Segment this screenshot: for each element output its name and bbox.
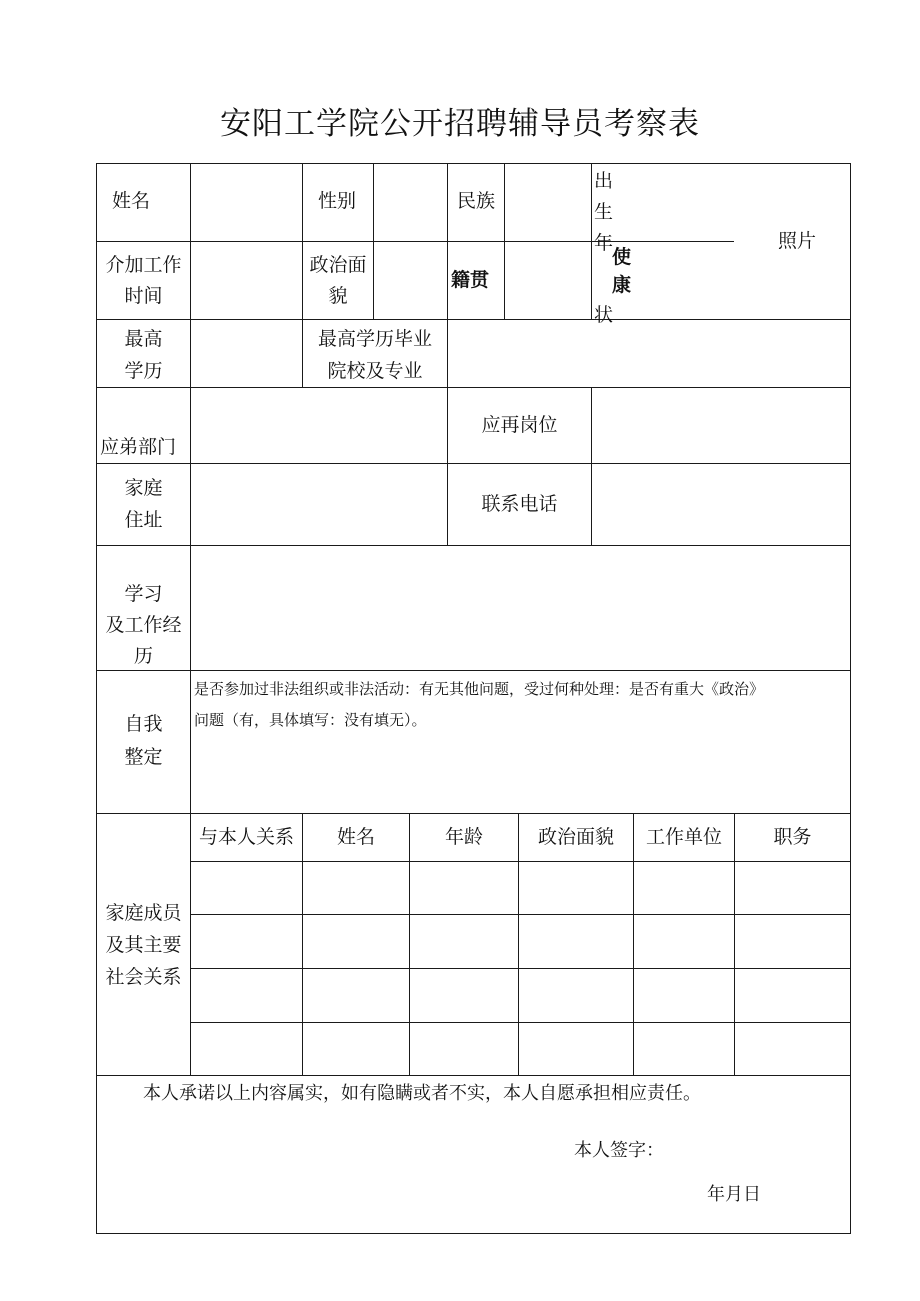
col-gender-val	[373, 163, 374, 319]
rule-family-end	[96, 1075, 851, 1076]
label-birth-2: 生	[594, 201, 614, 223]
label-work-start-2: 时间	[124, 285, 163, 307]
label-address-1: 家庭	[124, 477, 163, 499]
label-family-1: 家庭成员	[105, 902, 182, 924]
border-top	[96, 163, 851, 164]
label-family-2: 及其主要	[105, 934, 182, 956]
rule-family-head	[190, 861, 851, 862]
label-education-1: 最高	[124, 328, 163, 350]
col-position-val	[591, 387, 592, 545]
commitment-statement: 本人承诺以上内容属实，如有隐瞒或者不实，本人自愿承担相应责任。	[143, 1083, 701, 1104]
family-header-employer: 工作单位	[645, 826, 722, 848]
label-graduation-1: 最高学历毕业	[317, 328, 432, 350]
label-phone: 联系电话	[481, 493, 558, 515]
birth-cell	[592, 164, 734, 254]
label-self-eval-2: 整定	[124, 746, 163, 768]
label-family-3: 社会关系	[105, 966, 182, 988]
label-health-3: 状	[594, 304, 614, 326]
family-header-political: 政治面貌	[537, 826, 614, 848]
label-experience-2: 及工作经	[105, 614, 182, 636]
label-department: 应弟部门	[100, 436, 177, 458]
label-birth-1: 出	[594, 170, 614, 192]
label-gender: 性别	[318, 190, 357, 212]
family-header-name: 姓名	[336, 826, 375, 848]
label-ethnicity: 民族	[457, 190, 496, 212]
rule-family-1	[190, 914, 851, 915]
family-header-age: 年龄	[444, 826, 483, 848]
label-native-place: 籍贯	[451, 269, 490, 291]
col-ethnicity-val	[504, 163, 505, 319]
self-eval-note-1: 是否参加过非法组织或非法活动：有无其他问题，受过何种处理：是否有重大《政治》	[194, 680, 765, 698]
label-birth-3: 年	[594, 232, 614, 254]
label-education-2: 学历	[124, 360, 163, 382]
health-cell	[592, 242, 734, 326]
rule-family-3	[190, 1022, 851, 1023]
label-experience-3: 历	[133, 645, 153, 667]
rule-row5	[96, 545, 851, 546]
label-self-eval-1: 自我	[124, 713, 163, 735]
label-experience-1: 学习	[124, 583, 163, 605]
signature-label: 本人签字：	[574, 1140, 664, 1161]
label-political-2: 貌	[328, 285, 348, 307]
col-ethnicity	[447, 163, 448, 545]
label-graduation-2: 院校及专业	[327, 360, 423, 382]
rule-row7	[96, 813, 851, 814]
rule-family-2	[190, 968, 851, 969]
rule-row3	[96, 387, 851, 388]
label-position: 应再岗位	[481, 414, 558, 436]
form-title: 安阳工学院公开招聘辅导员考察表	[220, 106, 700, 142]
self-eval-note-2: 问题（有，具体填写：没有填无）。	[194, 711, 427, 729]
rule-row2	[96, 319, 851, 320]
label-political-1: 政治面	[309, 254, 367, 276]
family-header-title: 职务	[773, 826, 812, 848]
label-address-2: 住址	[124, 509, 163, 531]
label-name: 姓名	[112, 190, 151, 212]
label-work-start-1: 介加工作	[105, 254, 182, 276]
label-health-1: 使	[612, 246, 632, 268]
border-right	[850, 163, 851, 1234]
rule-row6	[96, 670, 851, 671]
label-photo: 照片	[778, 230, 817, 252]
rule-row4	[96, 463, 851, 464]
date-label: 年月日	[707, 1184, 761, 1205]
family-header-relation: 与本人关系	[198, 826, 294, 848]
border-bottom	[96, 1233, 851, 1234]
rule-row1	[96, 241, 591, 242]
col-label	[190, 163, 191, 1075]
label-health-2: 康	[612, 274, 632, 296]
